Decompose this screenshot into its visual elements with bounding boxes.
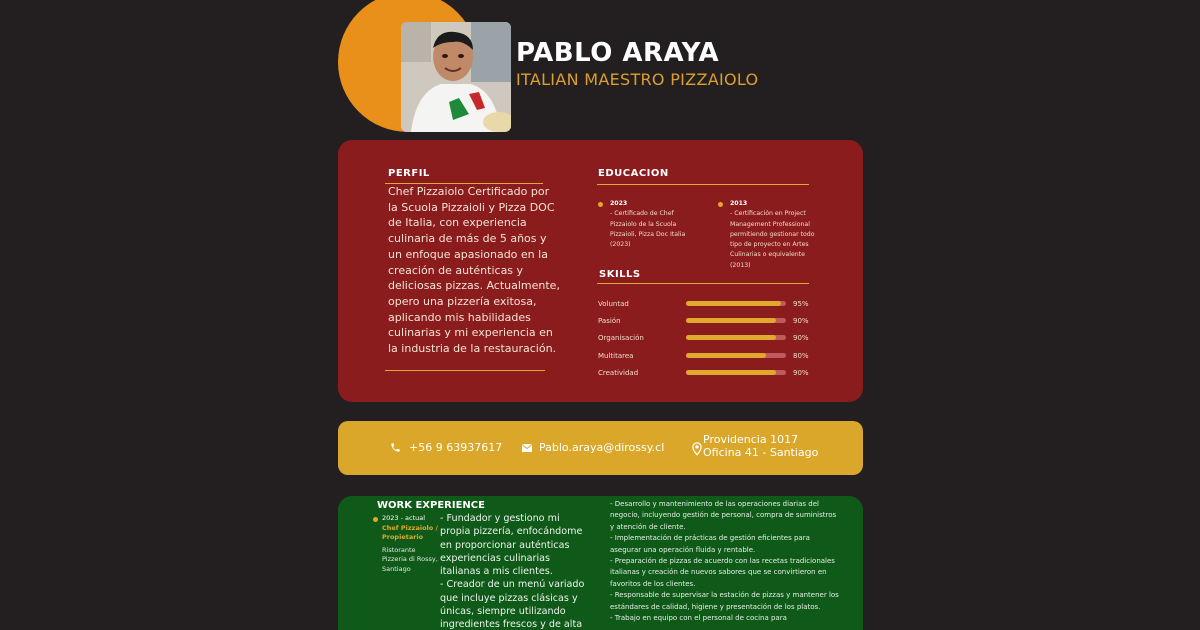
job-title: ITALIAN MAESTRO PIZZAIOLO xyxy=(516,70,759,89)
education-item xyxy=(610,199,694,250)
work-responsibility-line: - Responsable de supervisar la estación de pizzas y mantener los estándares de calidad, higiene y presentación de los platos. xyxy=(610,591,839,611)
work-responsibility-line: - Trabajo en equipo con el personal de cocina para xyxy=(610,614,787,623)
perfil-text: Chef Pizzaiolo Certificado por la Scuola Pizzaioli y Pizza DOC de Italia, con experiencia culinaria de más de 5 años y un enfoque apasionado en la creación de auténticas y deliciosas pizzas. Actualmente, opero una pizzería exitosa, aplicando mis habilidades culinarias y mi experiencia en la industria de la restauración. xyxy=(388,185,560,356)
skills-divider xyxy=(597,283,809,284)
work-company: Ristorante Pizzeria di Rossy, Santiago xyxy=(382,545,438,573)
skill-label: Multitarea xyxy=(598,351,634,360)
phone-number[interactable]: +56 9 63937617 xyxy=(409,441,503,454)
skill-bar-fill xyxy=(686,335,776,340)
work-role: Chef Pizzaiolo / Propietario xyxy=(382,523,438,541)
skill-bar xyxy=(686,301,786,306)
perfil-bottom-divider xyxy=(385,370,545,371)
work-description xyxy=(440,512,588,630)
phone-icon xyxy=(390,442,401,453)
skill-label: Voluntad xyxy=(598,300,629,308)
skill-bar xyxy=(686,370,786,375)
work-date: 2023 - actual xyxy=(382,514,426,522)
educacion-divider xyxy=(597,184,809,185)
work-responsibility-line: - Implementación de prácticas de gestión eficientes para asegurar una operación fluida y rentable. xyxy=(610,534,810,554)
skill-bar xyxy=(686,318,786,323)
skills-heading: SKILLS xyxy=(599,269,641,280)
location-pin-icon xyxy=(692,442,702,456)
perfil-heading: PERFIL xyxy=(388,168,430,179)
work-bullet-icon xyxy=(373,517,378,522)
skill-bar xyxy=(686,335,786,340)
education-item xyxy=(730,199,816,271)
work-responsibilities xyxy=(610,499,840,624)
education-year: 2013 xyxy=(730,200,748,207)
work-responsibility-line: - Preparación de pizzas de acuerdo con las recetas tradicionales italianas y creación de nuevos sabores que se convirtieron en favoritos de los clientes. xyxy=(610,557,835,588)
address-line-2: Oficina 41 - Santiago xyxy=(703,446,819,459)
chef-portrait-image xyxy=(401,22,511,132)
skill-percentage: 80% xyxy=(793,351,809,360)
email-address[interactable]: Pablo.araya@dirossy.cl xyxy=(539,441,665,454)
skill-percentage: 95% xyxy=(793,300,809,308)
skill-percentage: 90% xyxy=(793,317,809,326)
skill-label: Pasión xyxy=(598,317,621,326)
skill-bar-fill xyxy=(686,353,766,358)
email-icon xyxy=(521,443,533,453)
skill-bar-fill xyxy=(686,370,776,375)
work-description-line: - Creador de un menú variado que incluye pizzas clásicas y únicas, siempre utilizando ingredientes frescos y de alta xyxy=(440,579,585,630)
address xyxy=(703,433,818,459)
skill-bar-fill xyxy=(686,301,781,306)
education-year: 2023 xyxy=(610,200,628,207)
profile-photo xyxy=(401,22,511,132)
person-name: PABLO ARAYA xyxy=(516,38,720,68)
work-meta xyxy=(382,514,440,574)
work-description-line: - Fundador y gestiono mi propia pizzería, enfocándome en proporcionar auténticas experiencias culinarias italianas a mis clientes. xyxy=(440,513,583,578)
skill-percentage: 90% xyxy=(793,368,809,377)
skill-label: Organisación xyxy=(598,334,644,343)
skill-percentage: 90% xyxy=(793,334,809,343)
skill-label: Creatividad xyxy=(598,368,639,377)
education-text: - Certificado de Chef Pizzaiolo de la Scuola Pizzaioli, Pizza Doc Italia (2023) xyxy=(610,210,686,249)
skill-bar xyxy=(686,353,786,358)
education-bullet-icon xyxy=(598,202,603,207)
education-text: - Certificación en Project Management Professional permitiendo gestionar todo tipo de proyecto en Artes Culinarias o equivalente (2013) xyxy=(730,210,815,269)
skill-bar-fill xyxy=(686,318,776,323)
address-line-1: Providencia 1017 xyxy=(703,433,799,446)
education-bullet-icon xyxy=(718,202,723,207)
work-responsibility-line: - Desarrollo y mantenimiento de las operaciones diarias del negocio, incluyendo gestión de personal, compra de suministros y atención de cliente. xyxy=(610,500,837,531)
educacion-heading: EDUCACION xyxy=(598,168,669,179)
work-experience-heading: WORK EXPERIENCE xyxy=(377,500,485,511)
